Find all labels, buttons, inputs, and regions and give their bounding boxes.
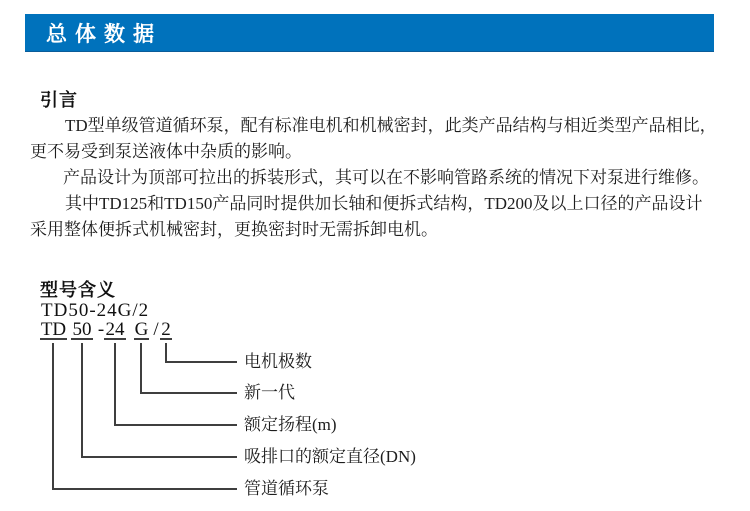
diagram-label-rated-head: 额定扬程(m) bbox=[244, 415, 337, 434]
intro-paragraph-line: TD型单级管道循环泵，配有标准电机和机械密封，此类产品结构与相近类型产品相比， bbox=[65, 116, 717, 135]
model-heading: 型号含义 bbox=[40, 280, 116, 300]
model-segment-50: 50 bbox=[72, 319, 92, 340]
diagram-label-new-generation: 新一代 bbox=[244, 383, 295, 402]
diagram-label-motor-poles: 电机极数 bbox=[244, 352, 312, 371]
model-segment-2: 2 bbox=[161, 319, 171, 340]
model-segment-slash: / bbox=[153, 319, 159, 340]
model-code: TD50-24G/2 bbox=[41, 300, 150, 321]
section-title: 总体数据 bbox=[46, 22, 162, 46]
intro-heading: 引言 bbox=[40, 90, 78, 110]
diagram-label-pipeline-pump: 管道循环泵 bbox=[244, 479, 329, 498]
model-segment-24: 24 bbox=[105, 319, 125, 340]
model-segment-dash: - bbox=[97, 319, 105, 340]
section-header-bar bbox=[25, 14, 714, 52]
intro-paragraph-line: 产品设计为顶部可拉出的拆装形式，其可以在不影响管路系统的情况下对泵进行维修。 bbox=[63, 168, 709, 187]
diagram-label-rated-diameter: 吸排口的额定直径(DN) bbox=[244, 447, 416, 466]
intro-paragraph-line: 其中TD125和TD150产品同时提供加长轴和便拆式结构，TD200及以上口径的产品设计 bbox=[65, 194, 703, 213]
model-segment-g: G bbox=[134, 319, 149, 340]
model-segment-td: TD bbox=[40, 319, 67, 340]
intro-paragraph-line: 采用整体便拆式机械密封，更换密封时无需拆卸电机。 bbox=[30, 220, 438, 239]
intro-paragraph-line: 更不易受到泵送液体中杂质的影响。 bbox=[30, 142, 302, 161]
